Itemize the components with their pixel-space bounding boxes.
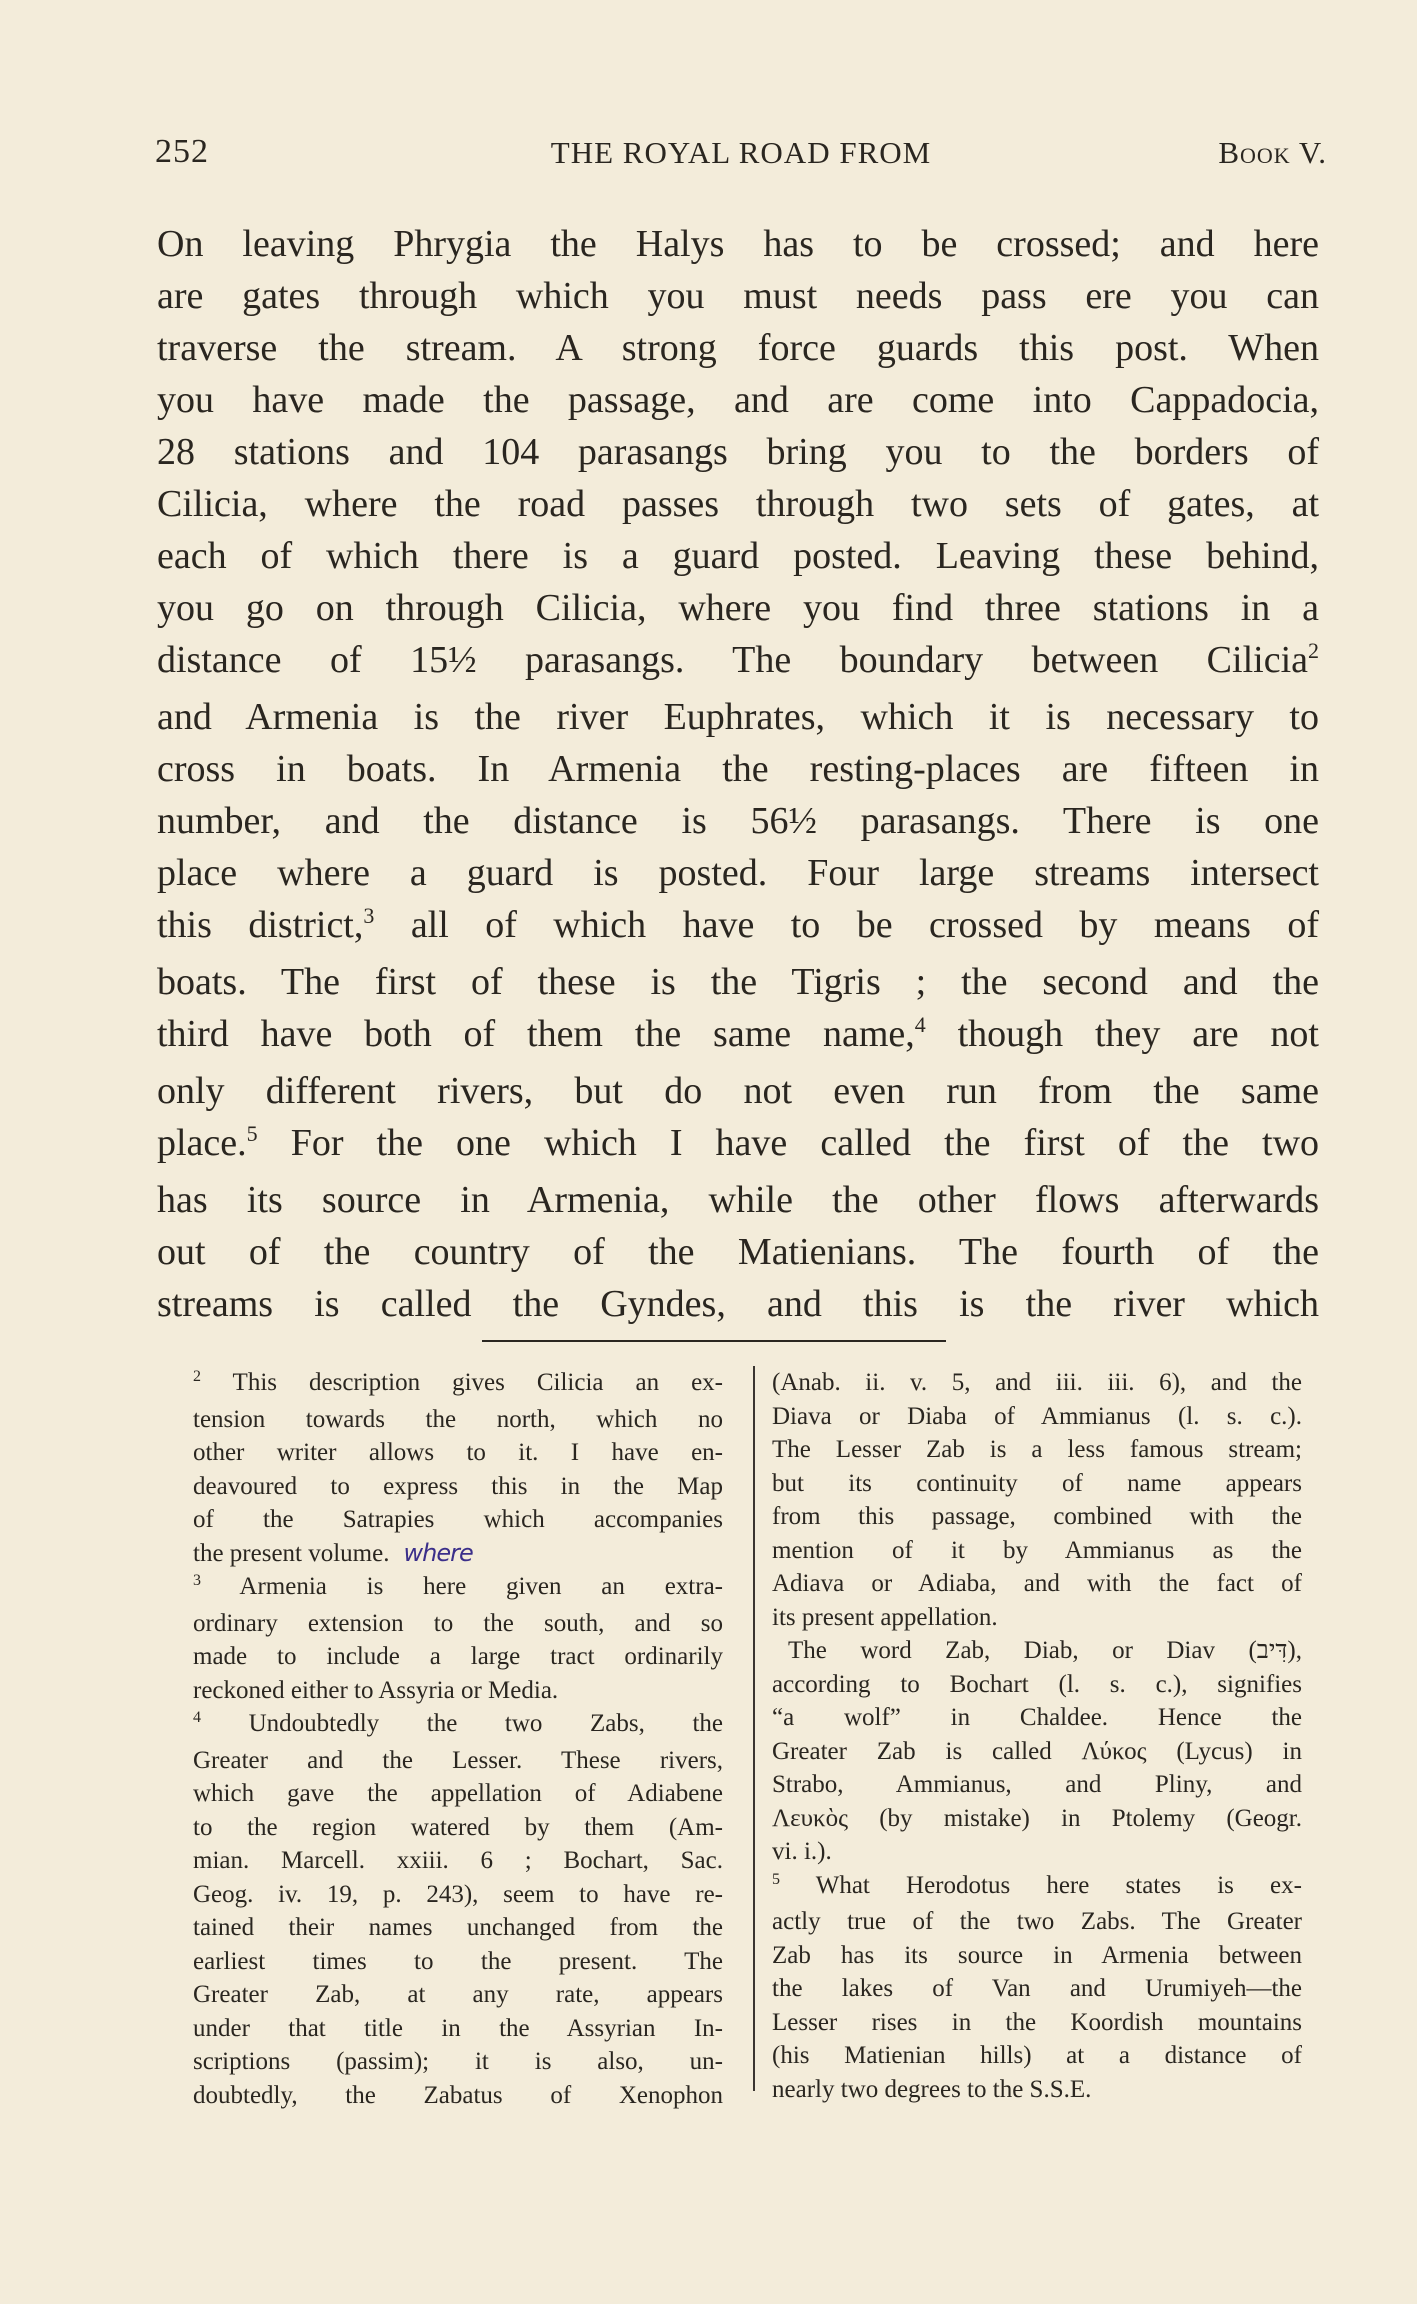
text-line: On leaving Phrygia the Halys has to be crossed; and here xyxy=(157,223,1319,265)
footnote-line xyxy=(193,1537,723,1571)
footnote-line: Adiava or Adiaba, and with the fact of xyxy=(772,1570,1302,1597)
footnote-line: “a wolf” in Chaldee. Hence the xyxy=(772,1704,1302,1731)
footnote-line: (his Matienian hills) at a distance of xyxy=(772,2042,1302,2069)
footnote-marker: 3 xyxy=(363,903,375,928)
footnote-number: 2 xyxy=(193,1368,201,1385)
footnote-line: reckoned either to Assyria or Media. xyxy=(193,1676,559,1704)
footnote-line: other writer allows to it. I have en- xyxy=(193,1439,723,1466)
footnote-line: under that title in the Assyrian In- xyxy=(193,2014,723,2042)
handwritten-annotation: where xyxy=(403,1538,473,1567)
footnote-line: tained their names unchanged from the xyxy=(193,1914,723,1941)
text-line: are gates through which you must needs pass ere you can xyxy=(157,275,1319,317)
text-segment: the present volume. xyxy=(193,1539,390,1567)
text-line xyxy=(157,1008,1319,1065)
footnote-number: 3 xyxy=(193,1572,201,1589)
column-divider xyxy=(753,1366,755,2091)
book-label: Book V. xyxy=(1218,135,1327,170)
footnote-line: nearly two degrees to the S.S.E. xyxy=(772,2075,1092,2103)
text-segment: For the one which I have called the first of the two xyxy=(290,1122,1320,1164)
footnote-line: actly true of the two Zabs. The Greater xyxy=(772,1908,1302,1935)
text-segment: Armenia is here given an extra- xyxy=(239,1573,723,1600)
footnote-line: Greater and the Lesser. These rivers, xyxy=(193,1746,723,1774)
footnote-line: mian. Marcell. xxiii. 6 ; Bochart, Sac. xyxy=(193,1847,723,1874)
text-line: you have made the passage, and are come into Cappadocia, xyxy=(157,379,1319,421)
main-text xyxy=(157,218,1319,1330)
text-line xyxy=(157,899,1319,956)
footnote-line: Lesser rises in the Koordish mountains xyxy=(772,2008,1302,2036)
text-segment: place. xyxy=(157,1122,247,1164)
text-line xyxy=(157,1117,1319,1174)
footnote-line: The Lesser Zab is a less famous stream; xyxy=(772,1436,1302,1463)
footnote-line: The word Zab, Diab, or Diav (דִּיב), xyxy=(788,1637,1302,1664)
text-line: 28 stations and 104 parasangs bring you to the borders of xyxy=(157,431,1319,473)
text-line: Cilicia, where the road passes through two sets of gates, at xyxy=(157,483,1319,525)
footnote-number: 4 xyxy=(193,1709,201,1726)
text-line: streams is called the Gyndes, and this is the river which xyxy=(157,1283,1319,1325)
text-line: only different rivers, but do not even run from the same xyxy=(157,1070,1319,1112)
footnote-line: of the Satrapies which accompanies xyxy=(193,1506,723,1533)
footnote-number: 5 xyxy=(772,1870,780,1888)
footnote-marker: 4 xyxy=(914,1012,926,1037)
text-segment: What Herodotus here states is ex- xyxy=(815,1871,1302,1899)
text-line: out of the country of the Matienians. The fourth of the xyxy=(157,1231,1319,1273)
footnote-line: deavoured to express this in the Map xyxy=(193,1472,723,1500)
text-line: has its source in Armenia, while the other flows afterwards xyxy=(157,1179,1319,1221)
text-line: boats. The first of these is the Tigris ; the second and the xyxy=(157,961,1319,1003)
footnote-line: Strabo, Ammianus, and Pliny, and xyxy=(772,1771,1302,1798)
footnote-line: ordinary extension to the south, and so xyxy=(193,1609,723,1637)
footnote-line: doubtedly, the Zabatus of Xenophon xyxy=(193,2081,723,2109)
text-line: and Armenia is the river Euphrates, which it is necessary to xyxy=(157,696,1319,738)
footnote-line: Zab has its source in Armenia between xyxy=(772,1941,1302,1969)
footnote-line: Greater Zab, at any rate, appears xyxy=(193,1981,723,2008)
footnote-line: Greater Zab is called Λύκος (Lycus) in xyxy=(772,1737,1302,1765)
footnote-line xyxy=(772,1869,1302,1906)
footnote-line: earliest times to the present. The xyxy=(193,1947,723,1975)
text-line: traverse the stream. A strong force guards this post. When xyxy=(157,327,1319,369)
text-segment: Undoubtedly the two Zabs, the xyxy=(248,1710,723,1737)
footnote-line: its present appellation. xyxy=(772,1603,998,1631)
text-line: each of which there is a guard posted. Leaving these behind, xyxy=(157,535,1319,577)
footnote-line: Geog. iv. 19, p. 243), seem to have re- xyxy=(193,1880,723,1908)
footnote-line: which gave the appellation of Adiabene xyxy=(193,1780,723,1807)
text-line: place where a guard is posted. Four large streams intersect xyxy=(157,852,1319,894)
footnote-line: made to include a large tract ordinarily xyxy=(193,1643,723,1670)
text-segment: all of which have to be crossed by means of xyxy=(410,904,1320,946)
footnote-line: to the region watered by them (Am- xyxy=(193,1813,723,1841)
text-segment: This description gives Cilicia an ex- xyxy=(232,1369,723,1396)
footnotes-left-column xyxy=(193,1366,723,2112)
page-number: 252 xyxy=(155,133,209,170)
text-segment: though they are not xyxy=(957,1013,1319,1055)
footnote-line: according to Bochart (l. s. c.), signifies xyxy=(772,1670,1302,1698)
footnote-marker: 5 xyxy=(246,1121,258,1146)
footnote-line xyxy=(193,1570,723,1607)
footnote-line: the lakes of Van and Urumiyeh—the xyxy=(772,1975,1302,2002)
running-head xyxy=(155,133,1327,173)
text-segment: this district, xyxy=(157,904,364,946)
footnote-line: mention of it by Ammianus as the xyxy=(772,1536,1302,1564)
footnote-line: from this passage, combined with the xyxy=(772,1503,1302,1530)
footnote-line: tension towards the north, which no xyxy=(193,1405,723,1433)
footnote-line: scriptions (passim); it is also, un- xyxy=(193,2048,723,2075)
footnote-marker: 2 xyxy=(1308,638,1319,663)
text-segment: third have both of them the same name, xyxy=(157,1013,915,1055)
text-line: cross in boats. In Armenia the resting-places are fifteen in xyxy=(157,748,1319,790)
footnotes-right-column xyxy=(772,1366,1302,2106)
text-segment: distance of 15½ parasangs. The boundary between Cilicia xyxy=(157,639,1308,681)
footnote-line: vi. i.). xyxy=(772,1838,832,1865)
footnote-line xyxy=(193,1366,723,1403)
footnote-line: but its continuity of name appears xyxy=(772,1469,1302,1497)
footnote-line: Diava or Diaba of Ammianus (l. s. c.). xyxy=(772,1402,1302,1430)
footnote-line xyxy=(193,1707,723,1744)
text-line: you go on through Cilicia, where you find three stations in a xyxy=(157,587,1319,629)
text-line xyxy=(157,634,1319,691)
running-title: THE ROYAL ROAD FROM xyxy=(550,135,932,170)
footnote-line: Λευκὸς (by mistake) in Ptolemy (Geogr. xyxy=(772,1804,1302,1832)
footnote-rule xyxy=(482,1340,946,1342)
footnote-line: (Anab. ii. v. 5, and iii. iii. 6), and the xyxy=(772,1369,1302,1396)
text-line: number, and the distance is 56½ parasangs. There is one xyxy=(157,800,1319,842)
